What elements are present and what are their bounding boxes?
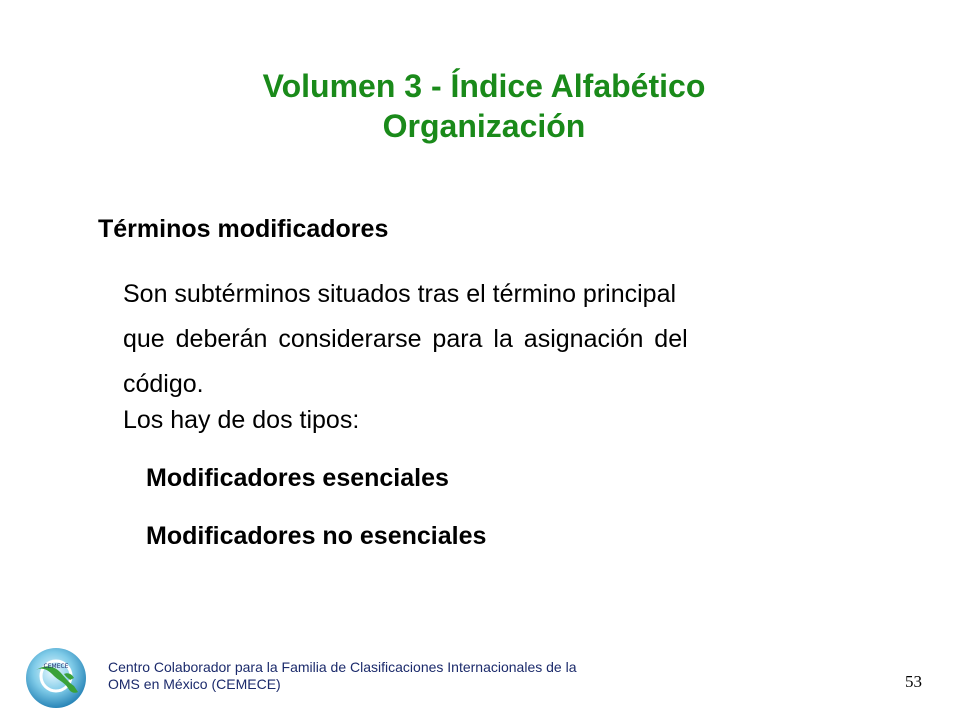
modifier-type-essential: Modificadores esenciales [146,464,449,492]
footer-organization [108,659,668,693]
footer-org-line-1: Centro Colaborador para la Familia de Clasificaciones Internacionales de la [108,659,577,675]
slide-title-line-1: Volumen 3 - Índice Alfabético [262,68,706,104]
section-heading: Términos modificadores [98,215,389,243]
paragraph-line-1: Son subtérminos situados tras el término principal [123,280,677,308]
cemece-logo-icon [24,646,88,710]
footer-org-line-2: OMS en México (CEMECE) [108,676,281,692]
modifier-type-non-essential: Modificadores no esenciales [146,522,487,550]
slide-title [0,66,960,146]
page-number: 53 [905,672,922,691]
paragraph-line-2: que deberán considerarse para la asignación del [123,325,688,353]
slide-title-line-2: Organización [382,108,586,144]
paragraph-line-3: código. [123,370,204,398]
paragraph-line-4: Los hay de dos tipos: [123,406,360,434]
logo-text: CEMECE [43,663,69,670]
body-paragraph [123,272,843,439]
